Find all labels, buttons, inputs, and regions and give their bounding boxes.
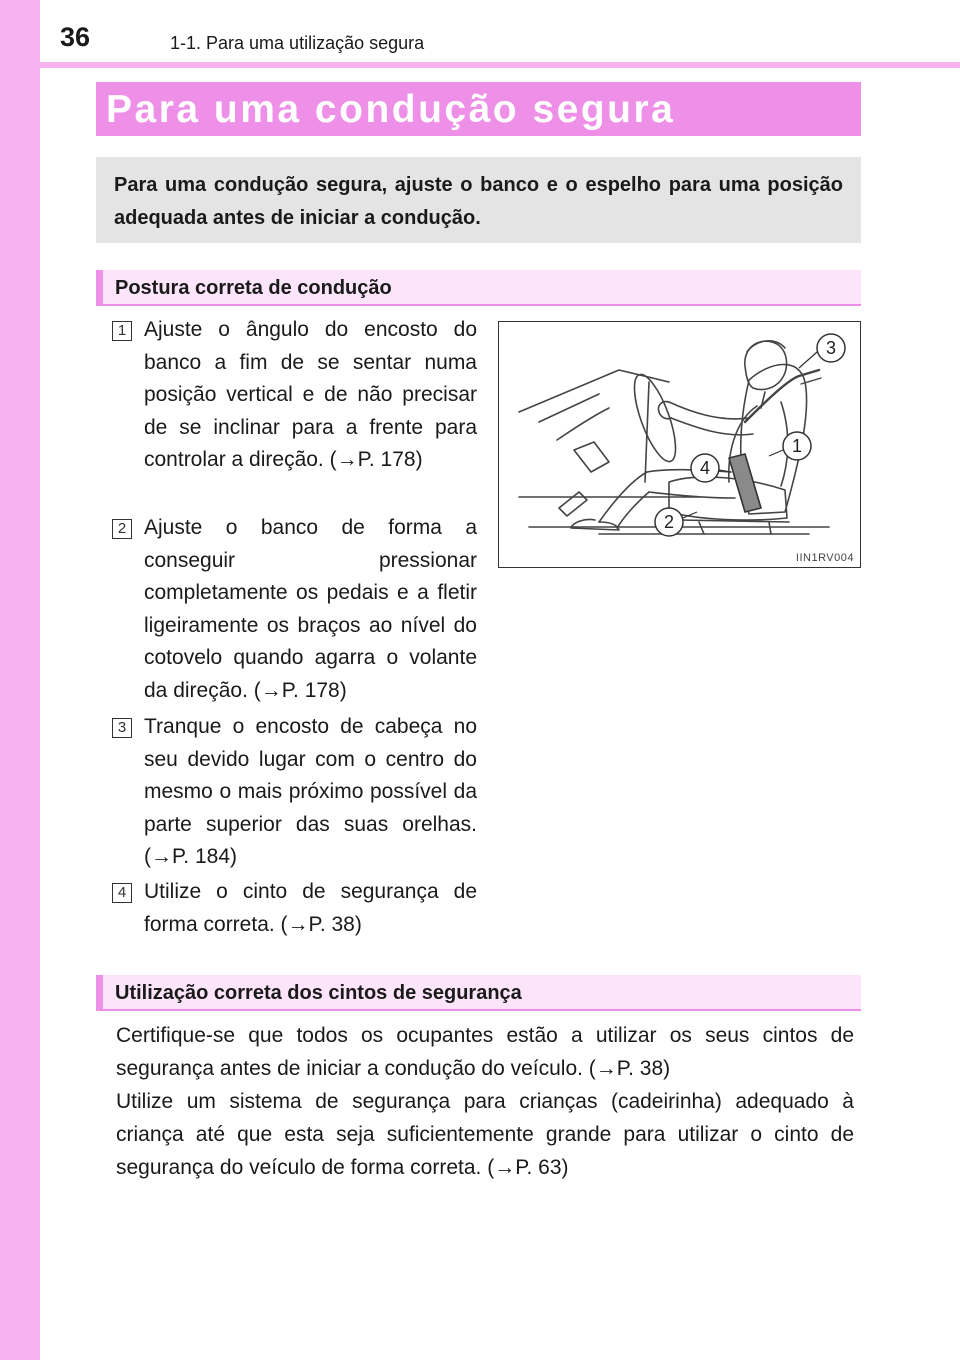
intro-text: Para uma condução segura, ajuste o banco e o espelho para uma posição adequada antes de iniciar a condução. (114, 174, 843, 229)
callout-3: 3 (825, 338, 837, 358)
step-badge-3: 3 (112, 718, 132, 738)
callout-1: 1 (791, 436, 803, 456)
step-text-4: Utilize o cinto de segurança de forma correta. (→P. 38) (144, 880, 477, 936)
paragraph: Certifique-se que todos os ocupantes estão a utilizar os seus cintos de segurança antes de iniciar a condução do veículo. (→P. 38) (116, 1024, 854, 1080)
left-margin-strip (0, 0, 40, 1360)
section-heading-label: Utilização correta dos cintos de segurança (115, 982, 522, 1004)
paragraph: Utilize um sistema de segurança para crianças (cadeirinha) adequado à criança até que esta seja suficientemente grande para utilizar o cinto de segurança do veículo de forma correta. (→P. 63) (116, 1090, 854, 1179)
step-text-1: Ajuste o ângulo do encosto do banco a fim de se sentar numa posição vertical e de não precisar de se inclinar para a frente para controlar a direção. (→P. 178) (144, 318, 477, 471)
running-header: 1-1. Para uma utilização segura (170, 33, 425, 53)
header-rule (40, 62, 960, 68)
callout-2: 2 (663, 512, 675, 532)
driving-posture-illustration (498, 321, 861, 568)
section-heading-posture (96, 270, 861, 306)
step-badge-2: 2 (112, 519, 132, 539)
callout-4: 4 (699, 458, 711, 478)
driver-seat-drawing (499, 322, 861, 568)
step-text-3: Tranque o encosto de cabeça no seu devido lugar com o centro do mesmo o mais próximo possível da parte superior das suas orelhas. (→P. 184) (144, 715, 477, 868)
step-badge-4: 4 (112, 883, 132, 903)
intro-box (96, 157, 861, 243)
section-heading-label: Postura correta de condução (115, 277, 392, 299)
section-heading-seatbelts (96, 975, 861, 1011)
page-title: Para uma condução segura (106, 88, 676, 131)
page-number: 36 (60, 22, 91, 52)
step-text-2: Ajuste o banco de forma a conseguir pressionar completamente os pedais e a fletir ligeiramente os braços ao nível do cotovelo quando agarra o volante da direção. (→P. 178) (144, 516, 477, 702)
step-badge-1: 1 (112, 321, 132, 341)
figure-code: IIN1RV004 (795, 552, 854, 564)
seatbelt-body-text (116, 1019, 854, 1184)
title-banner (96, 82, 861, 136)
